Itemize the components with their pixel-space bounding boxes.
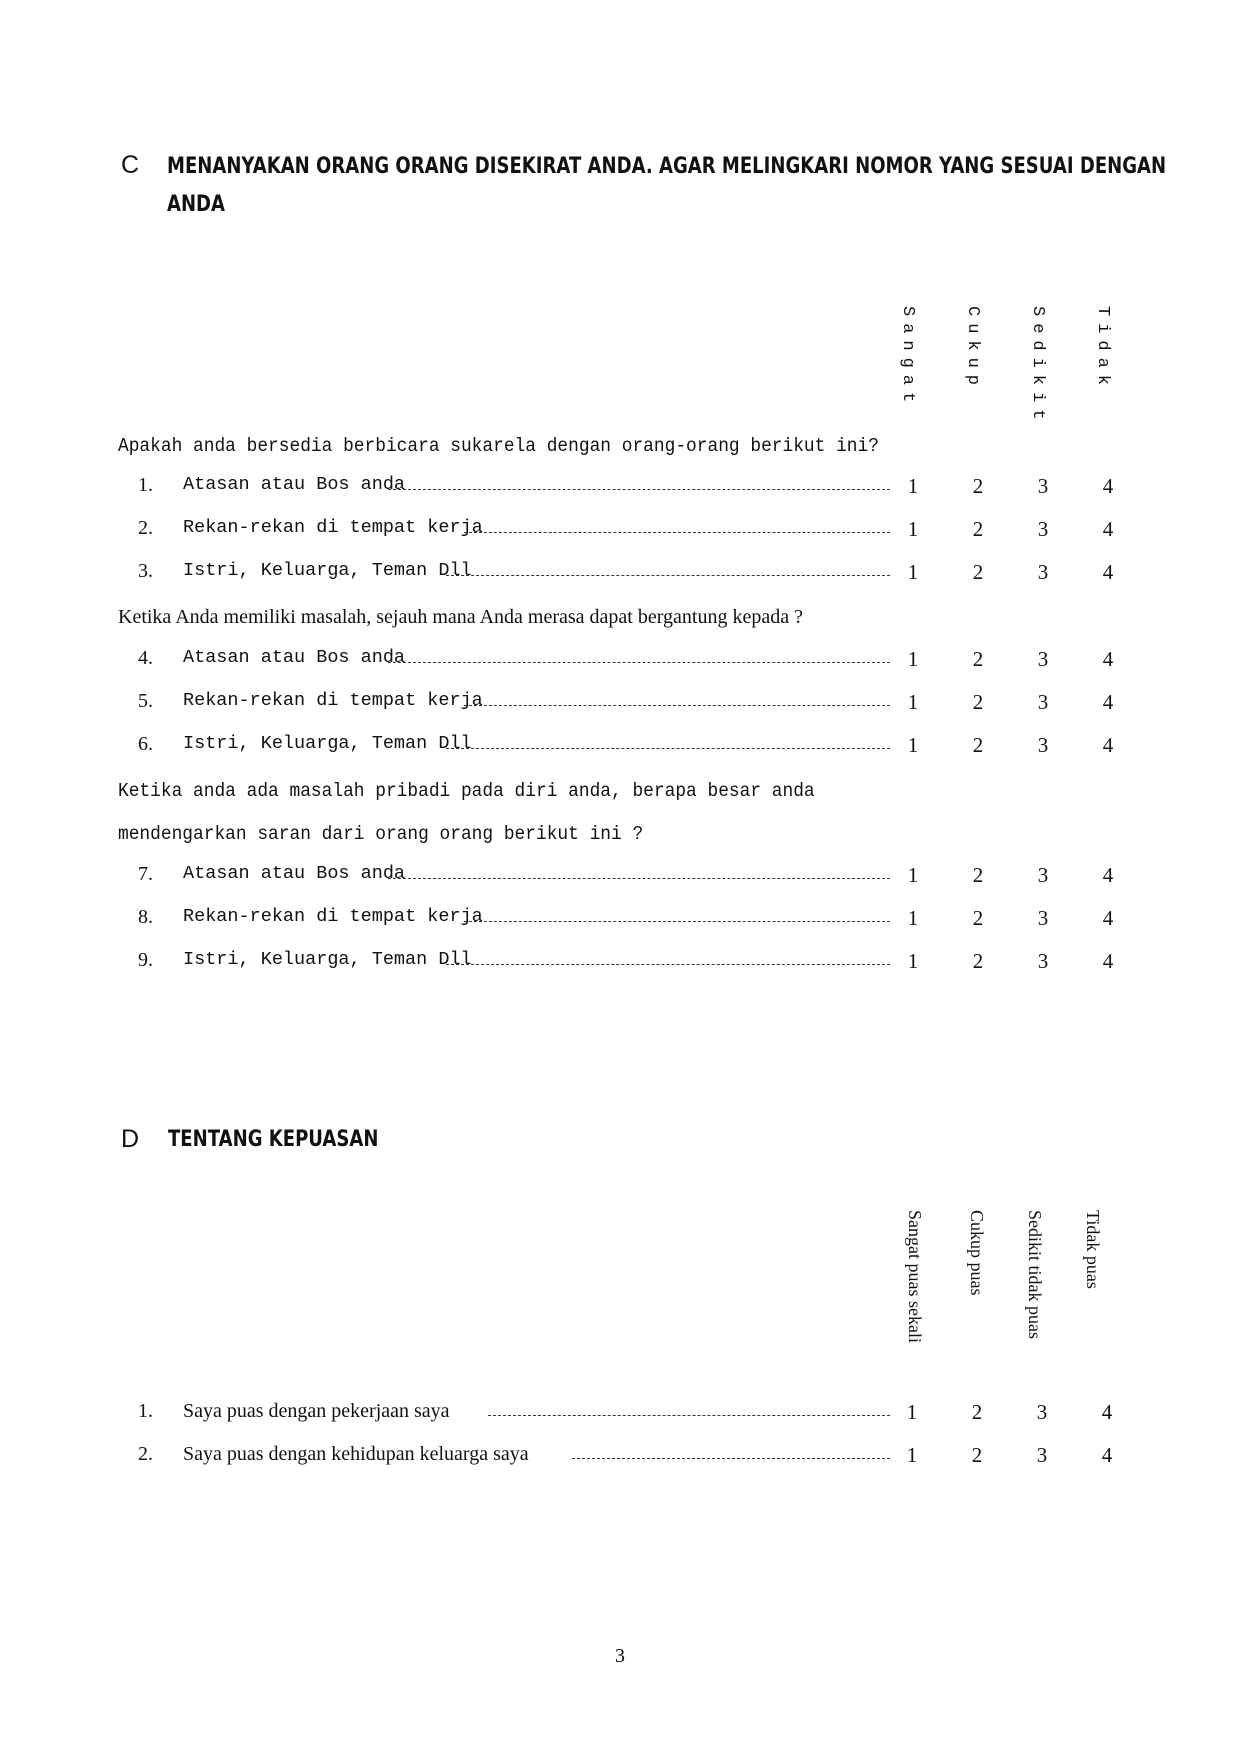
option-1[interactable]: 1 (906, 1400, 918, 1424)
item-label: Rekan-rekan di tempat kerja (183, 906, 483, 927)
column-header-cukup: Cukup (963, 306, 982, 393)
option-1[interactable]: 1 (907, 733, 919, 757)
option-1[interactable]: 1 (907, 517, 919, 541)
item-label: Istri, Keluarga, Teman Dll (183, 560, 472, 581)
column-header-tidak-puas: Tidak puas (1083, 1210, 1103, 1289)
option-3[interactable]: 3 (1037, 647, 1049, 671)
page-number: 3 (615, 1645, 625, 1667)
item-number: 5. (138, 690, 153, 712)
option-1[interactable]: 1 (907, 863, 919, 887)
option-3[interactable]: 3 (1037, 949, 1049, 973)
option-1[interactable]: 1 (907, 690, 919, 714)
survey-row-5 (0, 690, 1240, 720)
leader-dashes (464, 705, 890, 706)
leader-dashes (464, 921, 890, 922)
section-d-letter: D (121, 1125, 140, 1153)
section-c-title-line1: MENANYAKAN ORANG ORANG DISEKIRAT ANDA. AGAR MELINGKARI NOMOR YANG SESUAI DENGAN (167, 154, 1167, 179)
question-prompt-1: Apakah anda bersedia berbicara sukarela dengan orang-orang berikut ini? (118, 435, 879, 457)
item-label: Atasan atau Bos anda (183, 647, 406, 668)
satisfaction-row-1 (0, 1400, 1240, 1430)
option-3[interactable]: 3 (1037, 560, 1049, 584)
leader-dashes (446, 575, 890, 576)
option-2[interactable]: 2 (972, 690, 984, 714)
option-3[interactable]: 3 (1036, 1443, 1048, 1467)
survey-row-1 (0, 474, 1240, 504)
item-number: 9. (138, 949, 153, 971)
item-label: Rekan-rekan di tempat kerja (183, 690, 483, 711)
option-2[interactable]: 2 (972, 906, 984, 930)
option-2[interactable]: 2 (972, 949, 984, 973)
option-3[interactable]: 3 (1037, 906, 1049, 930)
option-3[interactable]: 3 (1037, 733, 1049, 757)
option-4[interactable]: 4 (1102, 517, 1114, 541)
option-4[interactable]: 4 (1102, 949, 1114, 973)
option-4[interactable]: 4 (1102, 863, 1114, 887)
column-header-sedikit-tidak-puas: Sedikit tidak puas (1025, 1210, 1045, 1339)
option-4[interactable]: 4 (1102, 560, 1114, 584)
survey-row-9 (0, 949, 1240, 979)
item-number: 1. (138, 1400, 153, 1422)
column-header-sedikit: Sedikit (1028, 306, 1047, 427)
option-3[interactable]: 3 (1037, 863, 1049, 887)
option-4[interactable]: 4 (1101, 1400, 1113, 1424)
item-number: 1. (138, 474, 153, 496)
survey-row-2 (0, 517, 1240, 547)
leader-dashes (388, 662, 890, 663)
option-1[interactable]: 1 (907, 474, 919, 498)
item-number: 7. (138, 863, 153, 885)
option-3[interactable]: 3 (1037, 474, 1049, 498)
section-c-title-line2: ANDA (167, 192, 226, 217)
option-3[interactable]: 3 (1037, 690, 1049, 714)
leader-dashes (446, 964, 890, 965)
item-number: 8. (138, 906, 153, 928)
question-prompt-3-line2: mendengarkan saran dari orang orang berikut ini ? (118, 823, 644, 845)
leader-dashes (464, 532, 890, 533)
option-3[interactable]: 3 (1037, 517, 1049, 541)
item-label: Istri, Keluarga, Teman Dll (183, 733, 472, 754)
column-header-sangat-puas-sekali: Sangat puas sekali (905, 1210, 925, 1343)
survey-row-7 (0, 863, 1240, 893)
option-1[interactable]: 1 (907, 906, 919, 930)
satisfaction-row-2 (0, 1443, 1240, 1473)
item-label: Saya puas dengan pekerjaan saya (183, 1400, 450, 1422)
item-label: Atasan atau Bos anda (183, 474, 406, 495)
option-2[interactable]: 2 (972, 647, 984, 671)
survey-row-6 (0, 733, 1240, 763)
item-label: Saya puas dengan kehidupan keluarga saya (183, 1443, 529, 1465)
option-1[interactable]: 1 (907, 560, 919, 584)
question-prompt-2: Ketika Anda memiliki masalah, sejauh mana Anda merasa dapat bergantung kepada ? (118, 606, 803, 628)
leader-dashes (488, 1415, 890, 1416)
option-4[interactable]: 4 (1102, 690, 1114, 714)
option-2[interactable]: 2 (972, 474, 984, 498)
section-c-letter: C (121, 151, 140, 179)
option-4[interactable]: 4 (1102, 733, 1114, 757)
leader-dashes (388, 878, 890, 879)
option-2[interactable]: 2 (971, 1443, 983, 1467)
option-1[interactable]: 1 (907, 647, 919, 671)
option-4[interactable]: 4 (1102, 474, 1114, 498)
leader-dashes (572, 1458, 890, 1459)
leader-dashes (388, 489, 890, 490)
item-number: 3. (138, 560, 153, 582)
item-number: 4. (138, 647, 153, 669)
item-number: 2. (138, 517, 153, 539)
column-header-tidak: Tidak (1093, 306, 1112, 393)
option-4[interactable]: 4 (1102, 647, 1114, 671)
item-label: Atasan atau Bos anda (183, 863, 406, 884)
option-2[interactable]: 2 (971, 1400, 983, 1424)
option-3[interactable]: 3 (1036, 1400, 1048, 1424)
survey-row-4 (0, 647, 1240, 677)
option-4[interactable]: 4 (1101, 1443, 1113, 1467)
survey-row-8 (0, 906, 1240, 936)
option-2[interactable]: 2 (972, 560, 984, 584)
section-d-title: TENTANG KEPUASAN (168, 1127, 379, 1152)
leader-dashes (446, 748, 890, 749)
question-prompt-3-line1: Ketika anda ada masalah pribadi pada diri anda, berapa besar anda (118, 780, 815, 802)
column-header-cukup-puas: Cukup puas (967, 1210, 987, 1296)
item-label: Istri, Keluarga, Teman Dll (183, 949, 472, 970)
item-number: 6. (138, 733, 153, 755)
option-2[interactable]: 2 (972, 517, 984, 541)
column-header-sangat: Sangat (898, 306, 917, 410)
option-1[interactable]: 1 (907, 949, 919, 973)
option-2[interactable]: 2 (972, 733, 984, 757)
option-4[interactable]: 4 (1102, 906, 1114, 930)
option-1[interactable]: 1 (906, 1443, 918, 1467)
item-label: Rekan-rekan di tempat kerja (183, 517, 483, 538)
item-number: 2. (138, 1443, 153, 1465)
option-2[interactable]: 2 (972, 863, 984, 887)
survey-row-3 (0, 560, 1240, 590)
